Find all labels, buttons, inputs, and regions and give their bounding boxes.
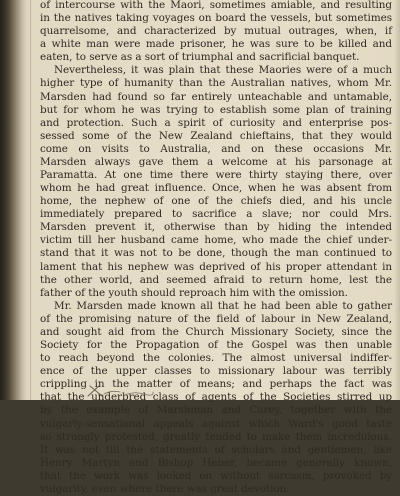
paragraph-first-line: Nevertheless, it was plain that these Maories were of a much xyxy=(54,64,392,77)
text-line: quarrelsome, and characterized by mutual outrages, when, if xyxy=(40,25,392,38)
text-line: It was not till the statements of scholars and gentlemen, like xyxy=(40,443,392,456)
text-line: so strongly protested, greatly tended to make them incredulous. xyxy=(40,430,392,443)
text-line: Marsden prevent it, otherwise than by hiding the intended xyxy=(40,221,392,234)
text-line: victim till her husband came home, who made the chief under- xyxy=(40,234,392,247)
text-line: of the promising nature of the field of labour in New Zealand, xyxy=(40,312,392,325)
pencil-underline-icon xyxy=(124,388,154,398)
page-text-block xyxy=(40,0,392,496)
text-line: the other world, and seemed afraid to return home, lest the xyxy=(40,273,392,286)
text-line: to reach beyond the colonies. The almost universal indiffer- xyxy=(40,352,392,365)
text-line: a white man were made prisoner, he was sure to be killed and xyxy=(40,38,392,51)
text-line: crippling in the matter of means; and perhaps the fact was xyxy=(40,378,392,391)
text-line: come on visits to Australia, and on these occasions Mr. xyxy=(40,142,392,155)
text-line: Marsden always gave them a welcome at his parsonage at xyxy=(40,155,392,168)
text-line: home, the nephew of one of the chiefs died, and his uncle xyxy=(40,195,392,208)
text-line: Marsden had found so far entirely unteachable and untamable, xyxy=(40,90,392,103)
paragraph-first-line: Mr. Marsden made known all that he had been able to gather xyxy=(54,299,392,312)
text-line: stand that it was not to be done, though the man continued to xyxy=(40,247,392,260)
text-line: Paramatta. At one time there were thirty staying there, over xyxy=(40,169,392,182)
text-line: by the example of Marshman and Carey, together with the xyxy=(40,404,392,417)
text-line: of intercourse with the Maori, sometimes amiable, and resulting xyxy=(40,0,392,11)
text-line: immediately prepared to sacrifice a slave; nor could Mrs. xyxy=(40,208,392,221)
page-edge xyxy=(394,0,400,400)
text-line: eaten, to serve as a sort of triumphal and sacrificial banquet. xyxy=(40,51,360,64)
text-line: whom he had great influence. Once, when he was absent from xyxy=(40,182,392,195)
pencil-mark-icon xyxy=(86,382,122,398)
text-line: that the underbred class of agents of the Societies stirred up xyxy=(40,391,392,404)
text-line: higher type of humanity than the Australian natives, whom Mr. xyxy=(40,77,392,90)
text-line: vulgarly-sensational appeals against which Ward's good taste xyxy=(40,417,392,430)
text-line: vulgarity, even where there was great devotion. xyxy=(40,482,290,495)
text-line: Society for the Propagation of the Gospel was then unable xyxy=(40,339,392,352)
text-line: ence of the upper classes to missionary labour was terribly xyxy=(40,365,392,378)
text-line: sessed some of the New Zealand chieftains, that they would xyxy=(40,129,392,142)
text-line: and sought aid from the Church Missionary Society, since the xyxy=(40,325,392,338)
text-line: lament that his nephew was deprived of his proper attendant in xyxy=(40,260,392,273)
book-gutter-shadow xyxy=(0,0,26,400)
text-line: and protection. Such a spirit of curiosity and enterprise pos- xyxy=(40,116,392,129)
text-line: father of the youth should reproach him with the omission. xyxy=(40,286,348,299)
text-line: in the natives taking voyages on board the vessels, but sometimes xyxy=(40,12,392,25)
page-fold xyxy=(30,0,31,400)
text-line: that the work was looked on without sarcasm, provoked by xyxy=(40,469,392,482)
text-line: but for whom he was trying to establish some plan of training xyxy=(40,103,392,116)
text-line: Henry Martyn and Bishop Heber, became generally known, xyxy=(40,456,392,469)
